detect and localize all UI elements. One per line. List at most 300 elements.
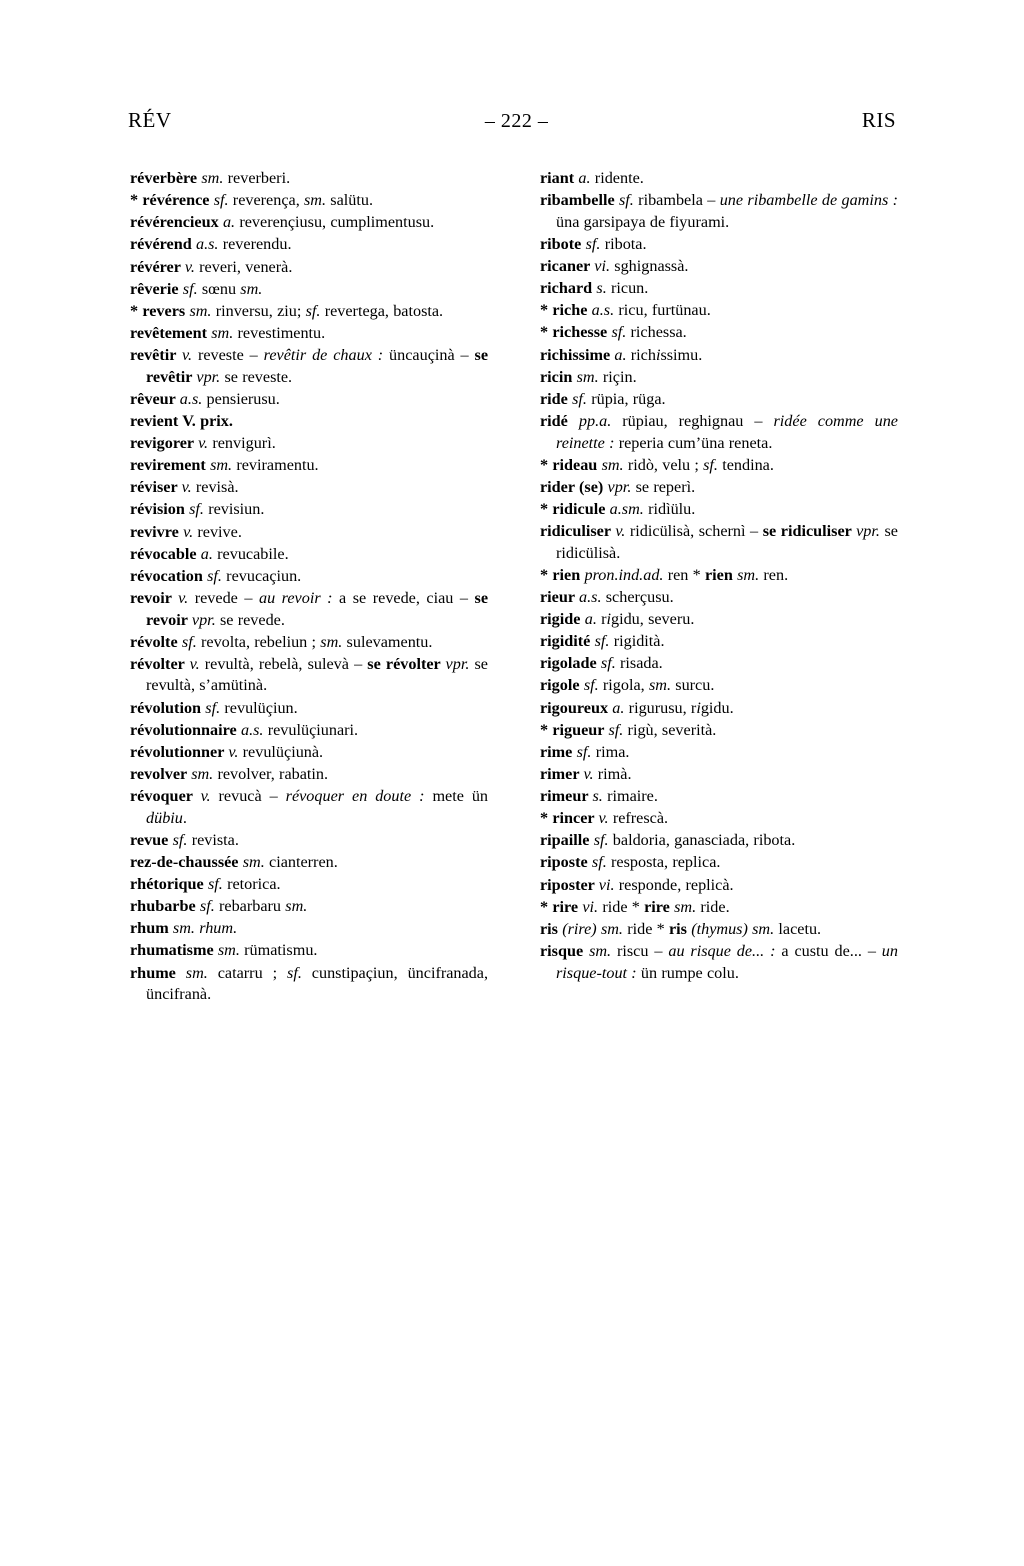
entry-headword: rigueur: [552, 720, 609, 739]
entry-headword: rideau: [552, 455, 602, 474]
running-head-left: RÉV: [128, 108, 172, 132]
dictionary-entry: [540, 919, 898, 941]
entry-headword: revers: [142, 301, 190, 320]
entry-marker: *: [130, 301, 143, 320]
entry-marker: *: [540, 897, 553, 916]
entry-headword: ridé: [540, 411, 579, 430]
dictionary-entry: [540, 168, 898, 190]
entry-italic: i: [606, 610, 611, 628]
entry-headword: rigole: [540, 676, 584, 695]
entry-text: ricun.: [606, 279, 649, 298]
entry-headword: rigidité: [540, 632, 595, 651]
dictionary-entry: [540, 256, 898, 278]
entry-italic: sm.: [737, 565, 760, 584]
entry-text: reverendu.: [218, 235, 292, 254]
entry-italic: s.: [596, 279, 607, 298]
entry-text: mete ün: [424, 787, 489, 805]
dictionary-entry: [540, 808, 898, 830]
dictionary-entry: [540, 675, 898, 697]
entry-italic: sm.: [589, 941, 612, 960]
entry-headword: rigide: [540, 610, 585, 628]
dictionary-entry: [130, 257, 488, 279]
dictionary-entry: [130, 588, 488, 631]
entry-italic: sf.: [287, 963, 302, 982]
entry-text: revucabile.: [212, 544, 289, 563]
entry-text: se revultà, s’amütinà.: [146, 654, 488, 695]
entry-italic: vi.: [598, 875, 615, 894]
dictionary-entry: [540, 941, 898, 984]
dictionary-entry: [130, 168, 488, 190]
entry-text: reverençiusu, cumplimentusu.: [235, 213, 435, 232]
dictionary-entry: [540, 786, 898, 808]
entry-italic: a.: [612, 698, 625, 717]
entry-marker: *: [540, 499, 553, 518]
entry-italic: sm.: [189, 301, 212, 320]
entry-italic: v.: [183, 522, 194, 541]
entry-italic: a.sm.: [609, 499, 644, 518]
entry-italic: v.: [178, 588, 189, 607]
entry-text: sghignassà.: [610, 257, 689, 275]
entry-italic: dübiu: [146, 808, 183, 827]
entry-headword: ricaner: [540, 257, 595, 275]
dictionary-entry: [540, 631, 898, 653]
entry-headword: riche: [552, 301, 592, 320]
entry-text: revulüçiunari.: [263, 720, 359, 739]
entry-headword: rime: [540, 742, 577, 761]
dictionary-entry: [540, 609, 898, 631]
entry-italic: a.: [614, 345, 627, 364]
entry-text: revestimentu.: [233, 323, 326, 342]
entry-marker: *: [540, 455, 553, 474]
entry-headword: révolte: [130, 632, 182, 651]
dictionary-entry: [540, 300, 898, 322]
column-right: [540, 168, 898, 1006]
entry-headword: révérence: [142, 191, 214, 210]
entry-text: rüpia, rüga.: [586, 389, 666, 408]
entry-italic: a.s.: [179, 389, 203, 408]
entry-text: reveri, venerà.: [194, 257, 293, 276]
entry-headword: se revoir: [146, 588, 488, 629]
entry-text: ribota.: [600, 234, 647, 253]
dictionary-entry: [540, 653, 898, 675]
entry-text: riscu –: [611, 941, 669, 960]
dictionary-entry: [130, 698, 488, 720]
entry-headword: risque: [540, 941, 590, 960]
entry-italic: revêtir de chaux :: [263, 346, 384, 364]
page-header: [128, 108, 896, 133]
entry-headword: rhubarbe: [130, 897, 200, 916]
dictionary-entry: [540, 389, 898, 411]
entry-headword: ripaille: [540, 831, 594, 850]
entry-text: salütu.: [326, 191, 374, 210]
entry-text: a custu de... –: [775, 941, 882, 960]
entry-headword: rieur: [540, 587, 580, 606]
entry-headword: rhumatisme: [130, 941, 218, 960]
entry-text: revultà, rebelà, sulevà –: [199, 654, 368, 673]
dictionary-entry: [540, 499, 898, 521]
entry-italic: une ribambelle de gamins :: [719, 191, 898, 210]
entry-text: tendina.: [717, 455, 774, 474]
entry-text: reperia cum’üna reneta.: [614, 433, 773, 452]
entry-headword: ris: [669, 919, 692, 938]
entry-italic: vpr.: [196, 367, 221, 386]
entry-italic: sm.: [211, 323, 234, 342]
entry-italic: vpr.: [191, 610, 216, 629]
entry-headword: révérencieux: [130, 213, 223, 232]
entry-headword: rire: [644, 897, 675, 916]
entry-italic: sm.: [601, 455, 624, 474]
entry-text: rüpiau, reghignau –: [611, 411, 774, 430]
entry-text: ride.: [696, 897, 730, 916]
dictionary-entry: [130, 433, 488, 455]
entry-headword: rhum: [130, 919, 173, 938]
dictionary-entry: [540, 764, 898, 786]
entry-italic: sm.: [304, 191, 327, 210]
entry-italic: (thymus) sm.: [691, 919, 775, 938]
entry-text: rima.: [591, 742, 630, 761]
dictionary-entry: [130, 918, 488, 940]
dictionary-entry: [130, 455, 488, 477]
entry-italic: sm.: [576, 367, 599, 386]
dictionary-entry: [540, 278, 898, 300]
entry-text: ridente.: [590, 169, 644, 187]
dictionary-entry: [540, 897, 898, 919]
entry-italic: vpr.: [607, 477, 632, 496]
entry-headword: rider (se): [540, 477, 608, 496]
dictionary-entry: [540, 830, 898, 852]
dictionary-entry: [130, 234, 488, 256]
entry-text: se ridicülisà.: [556, 522, 898, 562]
entry-italic: sf.: [182, 279, 198, 298]
entry-headword: se ridiculiser: [762, 522, 857, 540]
entry-headword: révérer: [130, 257, 185, 276]
entry-text: risada.: [615, 654, 663, 673]
dictionary-entry: [130, 544, 488, 566]
entry-headword: ridiculiser: [540, 522, 616, 540]
dictionary-entry: [130, 896, 488, 918]
entry-text: revisiun.: [203, 500, 265, 519]
entry-marker: *: [540, 323, 553, 342]
entry-text: resposta, replica.: [606, 853, 721, 872]
entry-italic: sf.: [583, 676, 599, 695]
entry-italic: sm. rhum.: [172, 919, 238, 938]
entry-headword: révolutionnaire: [130, 720, 241, 739]
entry-italic: sf.: [207, 875, 223, 893]
entry-italic: sf.: [600, 654, 616, 673]
entry-italic: sf.: [572, 389, 587, 408]
entry-italic: sf.: [591, 853, 607, 872]
dictionary-entry: [130, 323, 488, 345]
entry-text: .: [182, 808, 187, 827]
entry-text: a se revede, ciau –: [332, 588, 475, 607]
entry-text: surcu.: [671, 676, 715, 695]
entry-headword: revêtement: [130, 323, 212, 342]
entry-text: rigola,: [598, 676, 649, 695]
dictionary-entry: [130, 632, 488, 654]
entry-italic: sm.: [240, 279, 263, 298]
dictionary-entry: [540, 521, 898, 564]
entry-italic: a.: [578, 169, 591, 187]
entry-headword: ricin: [540, 367, 577, 386]
dictionary-entry: [540, 411, 898, 454]
entry-headword: rien: [704, 565, 738, 584]
entry-headword: richard: [540, 279, 597, 298]
entry-italic: a.s.: [240, 720, 264, 739]
entry-text: sulevamentu.: [342, 632, 433, 651]
running-head-right: RIS: [861, 108, 896, 132]
dictionary-entry: [130, 764, 488, 786]
entry-italic: sf.: [618, 191, 634, 210]
entry-headword: revoir: [130, 588, 179, 607]
entry-marker: *: [540, 720, 553, 739]
entry-text: catarru ;: [207, 963, 288, 982]
dictionary-entry: [540, 322, 898, 344]
entry-headword: révérend: [130, 235, 196, 254]
entry-text: revertega, batosta.: [320, 301, 444, 320]
page-number: – 222 –: [484, 110, 549, 132]
dictionary-entry: [540, 698, 898, 720]
entry-text: r: [596, 610, 607, 628]
entry-text: scherçusu.: [601, 587, 674, 606]
dictionary-entry: [130, 830, 488, 852]
entry-headword: riposter: [540, 875, 599, 894]
entry-italic: sf.: [189, 500, 204, 519]
entry-italic: un risque-tout :: [556, 941, 898, 982]
entry-italic: sm.: [648, 676, 672, 695]
dictionary-entry: [130, 786, 488, 829]
entry-text: renvigurì.: [208, 434, 276, 452]
entry-headword: revolver: [130, 764, 192, 783]
entry-italic: i: [696, 698, 701, 717]
entry-italic: v.: [182, 346, 193, 364]
entry-headword: revient V. prix.: [130, 411, 233, 430]
entry-text: gidu, severu.: [611, 610, 695, 628]
entry-headword: réviser: [130, 478, 182, 497]
entry-headword: rez-de-chaussée: [130, 852, 243, 871]
entry-headword: réverbère: [130, 169, 202, 187]
dictionary-entry: [130, 499, 488, 521]
dictionary-entry: [130, 742, 488, 764]
entry-headword: richesse: [552, 323, 612, 342]
entry-text: rigù, severità.: [623, 720, 717, 739]
entry-italic: sm.: [674, 897, 697, 916]
entry-text: cunstipaçiun, üncifranada, üncifranà.: [146, 963, 489, 1004]
entry-italic: sf.: [207, 566, 222, 585]
entry-italic: sm.: [285, 897, 308, 916]
entry-italic: sf.: [594, 632, 610, 651]
entry-text: reviramentu.: [232, 456, 319, 475]
entry-italic: v.: [228, 742, 239, 761]
dictionary-entry: [130, 940, 488, 962]
text-columns: [130, 168, 900, 1006]
entry-text: ren.: [759, 565, 789, 584]
entry-italic: sm.: [210, 456, 233, 475]
entry-headword: rhume: [130, 963, 186, 982]
entry-text: rich: [626, 345, 656, 364]
entry-text: gidu.: [700, 698, 734, 717]
dictionary-entry: [540, 720, 898, 742]
entry-text: rigurusu, r: [624, 698, 697, 717]
entry-text: pensierusu.: [202, 389, 280, 408]
entry-headword: rêveur: [130, 389, 180, 408]
entry-italic: sm.: [217, 941, 240, 960]
entry-text: revolver, rabatin.: [213, 764, 329, 783]
entry-marker: *: [130, 191, 143, 210]
entry-headword: richissime: [540, 345, 615, 364]
entry-italic: sf.: [205, 698, 221, 717]
entry-text: revisà.: [191, 478, 239, 497]
entry-italic: sf.: [172, 830, 188, 849]
dictionary-entry: [540, 587, 898, 609]
entry-headword: révocation: [130, 566, 208, 585]
entry-headword: revue: [130, 830, 173, 849]
entry-headword: ribote: [540, 234, 586, 253]
dictionary-entry: [540, 367, 898, 389]
entry-headword: révolter: [130, 654, 190, 673]
entry-italic: sf.: [213, 191, 229, 210]
entry-text: rigidità.: [609, 632, 665, 651]
entry-italic: sf.: [181, 632, 197, 651]
entry-text: ün rumpe colu.: [636, 963, 739, 982]
entry-headword: revigorer: [130, 434, 199, 452]
entry-headword: révoquer: [130, 787, 201, 805]
entry-headword: ribambelle: [540, 191, 619, 210]
entry-headword: revivre: [130, 522, 184, 541]
entry-text: rinversu, ziu;: [211, 301, 306, 320]
dictionary-entry: [130, 279, 488, 301]
entry-text: rebarbaru: [214, 897, 286, 916]
entry-text: se reveste.: [220, 367, 293, 386]
entry-italic: v.: [615, 522, 626, 540]
entry-italic: i: [655, 345, 661, 364]
entry-italic: (rire) sm.: [562, 919, 623, 938]
entry-headword: rigolade: [540, 654, 601, 673]
entry-italic: sm.: [185, 963, 208, 982]
entry-headword: se révolter: [367, 654, 446, 673]
entry-headword: rire: [552, 897, 583, 916]
dictionary-entry: [130, 852, 488, 874]
entry-italic: ridée comme une reinette :: [556, 411, 898, 452]
entry-text: ren *: [663, 565, 705, 584]
entry-headword: révolution: [130, 698, 206, 717]
dictionary-entry: [130, 874, 488, 896]
entry-italic: v.: [583, 764, 594, 783]
dictionary-entry: [130, 301, 488, 323]
dictionary-entry: [540, 190, 898, 233]
entry-text: ridicülisà, schernì –: [625, 522, 763, 540]
entry-headword: rêverie: [130, 279, 183, 298]
dictionary-entry: [130, 212, 488, 234]
entry-headword: rimer: [540, 764, 584, 783]
entry-italic: sf.: [585, 234, 601, 253]
entry-text: revucaçiun.: [221, 566, 302, 585]
dictionary-entry: [130, 720, 488, 742]
entry-italic: vpr.: [856, 522, 880, 540]
entry-italic: vi.: [594, 257, 611, 275]
entry-italic: v.: [189, 654, 200, 673]
entry-text: se revede.: [215, 610, 285, 629]
entry-headword: rigoureux: [540, 698, 613, 717]
dictionary-entry: [130, 345, 488, 388]
entry-italic: a.: [584, 610, 597, 628]
entry-text: responde, replicà.: [614, 875, 734, 894]
dictionary-entry: [540, 565, 898, 587]
entry-text: revista.: [187, 830, 239, 849]
entry-headword: riposte: [540, 853, 592, 872]
entry-italic: pron.ind.ad.: [584, 565, 664, 584]
entry-italic: sf.: [611, 323, 627, 342]
entry-italic: a.: [200, 544, 213, 563]
entry-italic: sf.: [703, 455, 718, 474]
dictionary-entry: [540, 234, 898, 256]
dictionary-entry: [540, 477, 898, 499]
entry-italic: au revoir :: [258, 588, 333, 607]
entry-text: baldoria, ganasciada, ribota.: [608, 831, 796, 850]
dictionary-entry: [540, 345, 898, 367]
entry-italic: v.: [200, 787, 211, 805]
entry-text: retorica.: [222, 875, 281, 893]
entry-italic: v.: [184, 257, 195, 276]
column-left: [130, 168, 488, 1006]
entry-text: revede –: [188, 588, 259, 607]
entry-text: revolta, rebeliun ;: [196, 632, 321, 651]
entry-marker: *: [540, 565, 553, 584]
entry-italic: v.: [198, 434, 209, 452]
entry-headword: rimeur: [540, 787, 593, 805]
entry-italic: sf.: [593, 831, 609, 850]
entry-headword: ridicule: [552, 499, 610, 518]
entry-italic: vi.: [582, 897, 599, 916]
dictionary-entry: [130, 654, 488, 697]
entry-text: ridò, velu ;: [623, 455, 704, 474]
dictionary-entry: [540, 742, 898, 764]
entry-text: ride *: [622, 919, 669, 938]
entry-italic: sm.: [242, 852, 265, 871]
entry-text: ssimu.: [660, 345, 703, 364]
dictionary-entry: [540, 852, 898, 874]
entry-headword: revirement: [130, 456, 211, 475]
entry-text: refrescà.: [608, 809, 669, 828]
entry-italic: sf.: [199, 897, 215, 916]
entry-headword: ride: [540, 389, 573, 408]
entry-headword: révocable: [130, 544, 201, 563]
entry-text: üna garsipaya de fiyurami.: [556, 212, 730, 231]
entry-text: ridìülu.: [643, 499, 696, 518]
entry-italic: pp.a.: [578, 411, 612, 430]
entry-text: ride *: [598, 897, 645, 916]
entry-headword: rincer: [552, 809, 599, 828]
entry-text: rimaire.: [602, 787, 658, 805]
dictionary-entry: [130, 963, 488, 1006]
entry-text: rimà.: [593, 764, 632, 783]
entry-text: revucà –: [210, 787, 286, 805]
dictionary-entry: [130, 389, 488, 411]
dictionary-entry: [130, 566, 488, 588]
entry-text: sœnu: [197, 279, 241, 298]
dictionary-entry: [130, 477, 488, 499]
entry-text: ricu, furtünau.: [614, 301, 711, 320]
entry-italic: sf.: [576, 742, 592, 761]
entry-marker: *: [540, 809, 553, 828]
entry-italic: révoquer en doute :: [285, 787, 425, 805]
entry-italic: sm.: [191, 764, 214, 783]
entry-text: reverberi.: [223, 169, 291, 187]
entry-text: se reperì.: [631, 477, 696, 496]
entry-headword: rien: [552, 565, 585, 584]
dictionary-entry: [130, 411, 488, 433]
entry-text: richessa.: [626, 323, 687, 342]
entry-text: riçin.: [598, 367, 637, 386]
